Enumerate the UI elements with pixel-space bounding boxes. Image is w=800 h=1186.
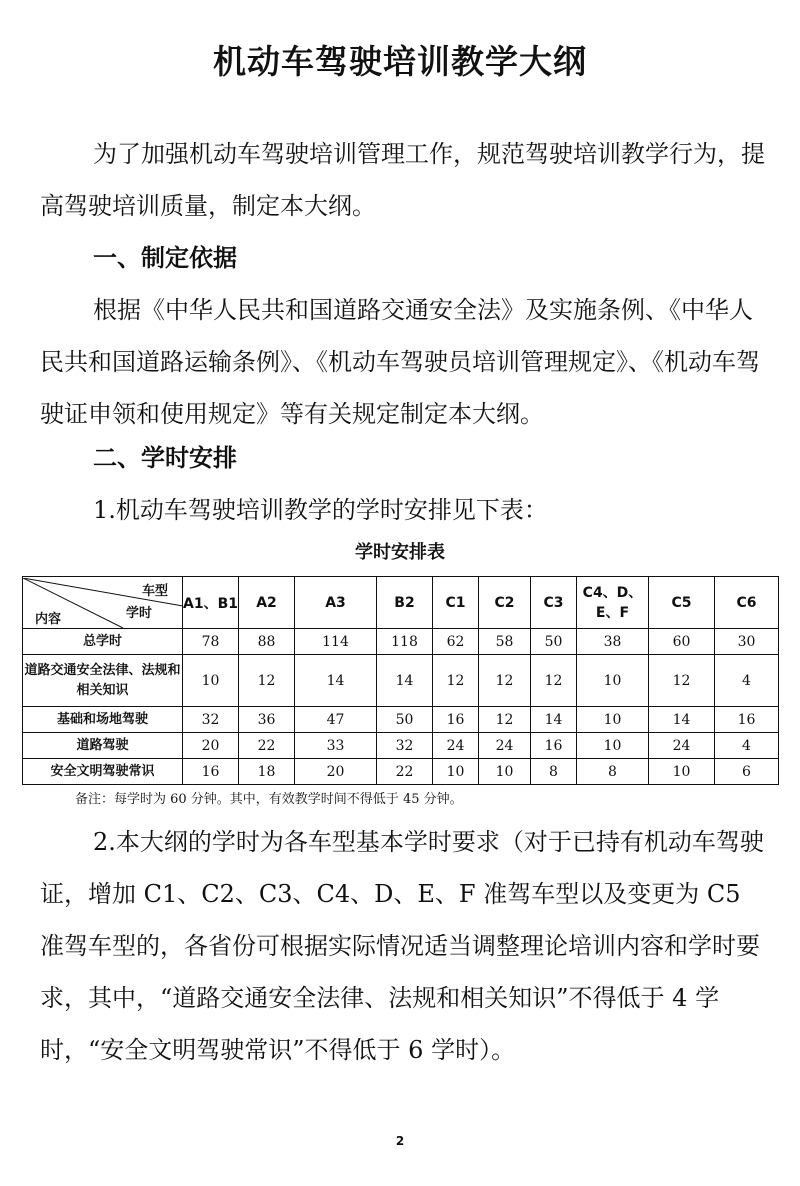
table-cell: 24 [433, 733, 479, 759]
table-header-row [23, 577, 779, 629]
table-cell: 6 [715, 759, 779, 785]
table-corner-cell [23, 577, 183, 629]
table-cell: 58 [479, 629, 531, 655]
section1-paragraph: 根据《中华人民共和国道路交通安全法》及实施条例、《中华人民共和国道路运输条例》、《机动车驾驶员培训管理规定》、《机动车驾驶证申领和使用规定》等有关规定制定本大纲。 [40, 296, 760, 428]
column-header: C3 [531, 577, 577, 629]
table-cell: 8 [577, 759, 649, 785]
row-label: 道路交通安全法律、法规和相关知识 [23, 655, 183, 707]
table-row [23, 707, 779, 733]
column-header: C4、D、E、F [577, 577, 649, 629]
table-cell: 10 [479, 759, 531, 785]
table-cell: 12 [479, 707, 531, 733]
table-cell: 22 [377, 759, 433, 785]
table-cell: 14 [295, 655, 377, 707]
section2-heading: 二、学时安排 [93, 444, 237, 472]
table-cell: 8 [531, 759, 577, 785]
table-cell: 10 [577, 707, 649, 733]
row-label: 道路驾驶 [23, 733, 183, 759]
table-cell: 24 [479, 733, 531, 759]
table-row [23, 733, 779, 759]
corner-content-label: 内容 [35, 611, 62, 627]
item1-paragraph: 1.机动车驾驶培训教学的学时安排见下表： [93, 496, 548, 524]
table-cell: 10 [183, 655, 239, 707]
row-label: 安全文明驾驶常识 [23, 759, 183, 785]
table-cell: 22 [239, 733, 295, 759]
column-header: A2 [239, 577, 295, 629]
intro-paragraph: 为了加强机动车驾驶培训管理工作，规范驾驶培训教学行为，提高驾驶培训质量，制定本大纲。 [40, 140, 765, 220]
table-cell: 20 [183, 733, 239, 759]
table-cell: 18 [239, 759, 295, 785]
table-row [23, 759, 779, 785]
table-cell: 16 [433, 707, 479, 733]
table-row [23, 629, 779, 655]
table-cell: 88 [239, 629, 295, 655]
table-cell: 10 [433, 759, 479, 785]
table-cell: 36 [239, 707, 295, 733]
section1-heading: 一、制定依据 [93, 244, 237, 272]
table-cell: 4 [715, 733, 779, 759]
table-row [23, 655, 779, 707]
table-note: 备注：每学时为 60 分钟。其中，有效教学时间不得低于 45 分钟。 [75, 792, 463, 807]
table-cell: 10 [649, 759, 715, 785]
column-header: C5 [649, 577, 715, 629]
schedule-table [22, 576, 779, 785]
column-header: C6 [715, 577, 779, 629]
table-cell: 20 [295, 759, 377, 785]
table-cell: 114 [295, 629, 377, 655]
table-cell: 50 [531, 629, 577, 655]
table-cell: 16 [531, 733, 577, 759]
table-cell: 24 [649, 733, 715, 759]
table-cell: 30 [715, 629, 779, 655]
table-cell: 4 [715, 655, 779, 707]
table-cell: 12 [531, 655, 577, 707]
item2-paragraph: 2.本大纲的学时为各车型基本学时要求（对于已持有机动车驾驶证，增加 C1、C2、C3、C4、D、E、F 准驾车型以及变更为 C5 准驾车型的，各省份可根据实际情况适当调整理论培训内容和学时要求，其中，“道路交通安全法律、法规和相关知识”不得低于 4 学时，“安全文明驾驶常识”不得低于 6 学时）。 [40, 828, 764, 1064]
corner-vehicle-label: 车型 [141, 583, 168, 599]
page-number: 2 [395, 1134, 405, 1148]
table-cell: 60 [649, 629, 715, 655]
column-header: B2 [377, 577, 433, 629]
column-header: A3 [295, 577, 377, 629]
table-cell: 118 [377, 629, 433, 655]
table-cell: 12 [239, 655, 295, 707]
corner-hours-label: 学时 [125, 605, 152, 621]
table-cell: 10 [577, 655, 649, 707]
row-label: 总学时 [23, 629, 183, 655]
table-cell: 12 [433, 655, 479, 707]
table-cell: 12 [479, 655, 531, 707]
table-cell: 10 [577, 733, 649, 759]
table-cell: 14 [531, 707, 577, 733]
table-cell: 16 [183, 759, 239, 785]
row-label: 基础和场地驾驶 [23, 707, 183, 733]
table-cell: 47 [295, 707, 377, 733]
table-cell: 14 [649, 707, 715, 733]
column-header: C2 [479, 577, 531, 629]
table-cell: 12 [649, 655, 715, 707]
column-header: A1、B1 [183, 577, 239, 629]
column-header: C1 [433, 577, 479, 629]
table-cell: 16 [715, 707, 779, 733]
table-cell: 62 [433, 629, 479, 655]
table-cell: 33 [295, 733, 377, 759]
document-title: 机动车驾驶培训教学大纲 [213, 42, 587, 81]
table-cell: 32 [377, 733, 433, 759]
table-cell: 14 [377, 655, 433, 707]
table-cell: 78 [183, 629, 239, 655]
table-title: 学时安排表 [355, 542, 445, 563]
table-cell: 50 [377, 707, 433, 733]
table-cell: 38 [577, 629, 649, 655]
table-cell: 32 [183, 707, 239, 733]
